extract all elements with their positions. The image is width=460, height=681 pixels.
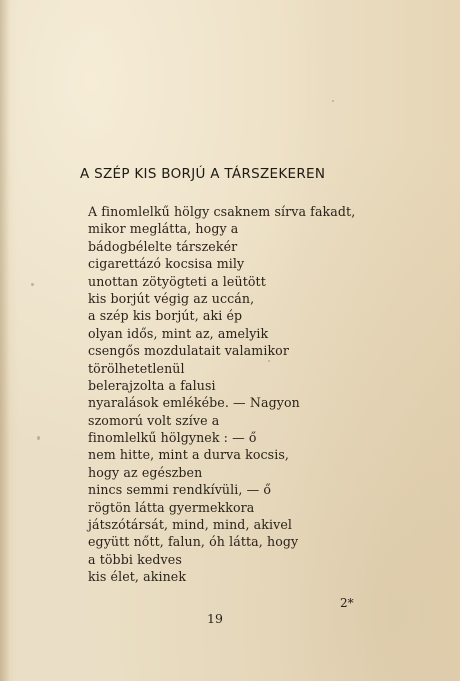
poem-line: nyaralások emlékébe. — Nagyon bbox=[88, 395, 300, 411]
poem-line: törölhetetlenül bbox=[88, 360, 185, 376]
poem-line: hogy az egészben bbox=[88, 464, 203, 480]
paper-speck bbox=[37, 436, 40, 440]
poem-line: belerajzolta a falusi bbox=[88, 377, 216, 393]
poem-line: olyan idős, mint az, amelyik bbox=[88, 325, 269, 341]
paper-speck bbox=[332, 100, 334, 102]
poem-line: kis élet, akinek bbox=[88, 569, 187, 585]
poem-body bbox=[88, 203, 355, 586]
poem-line: cigarettázó kocsisa mily bbox=[88, 256, 245, 272]
poem-line: együtt nőtt, falun, óh látta, hogy bbox=[88, 534, 299, 550]
poem-line: nem hitte, mint a durva kocsis, bbox=[88, 447, 290, 463]
printer-signature-mark: 2* bbox=[340, 596, 354, 610]
poem-line: mikor meglátta, hogy a bbox=[88, 221, 239, 237]
poem-line: rögtön látta gyermekkora bbox=[88, 499, 255, 515]
poem-line: nincs semmi rendkívüli, — ő bbox=[88, 482, 272, 498]
page-fold-shadow bbox=[0, 0, 10, 681]
poem-line: kis borjút végig az uccán, bbox=[88, 290, 255, 306]
paper-speck bbox=[268, 360, 270, 362]
poem-title: A SZÉP KIS BORJÚ A TÁRSZEKEREN bbox=[80, 166, 326, 182]
poem-line: játszótársát, mind, mind, akivel bbox=[88, 517, 293, 533]
poem-line: unottan zötyögteti a leütött bbox=[88, 273, 266, 289]
poem-line: szomorú volt szíve a bbox=[88, 412, 220, 428]
poem-line: bádogbélelte társzekér bbox=[88, 238, 238, 254]
page-number: 19 bbox=[207, 611, 223, 626]
paper-speck bbox=[31, 283, 34, 286]
poem-line: finomlelkű hölgynek : — ő bbox=[88, 430, 257, 446]
poem-line: a szép kis borjút, aki ép bbox=[88, 308, 243, 324]
poem-line: a többi kedves bbox=[88, 551, 182, 567]
poem-line: A finomlelkű hölgy csaknem sírva fakadt, bbox=[88, 204, 356, 219]
poem-line: csengős mozdulatait valamikor bbox=[88, 343, 289, 359]
